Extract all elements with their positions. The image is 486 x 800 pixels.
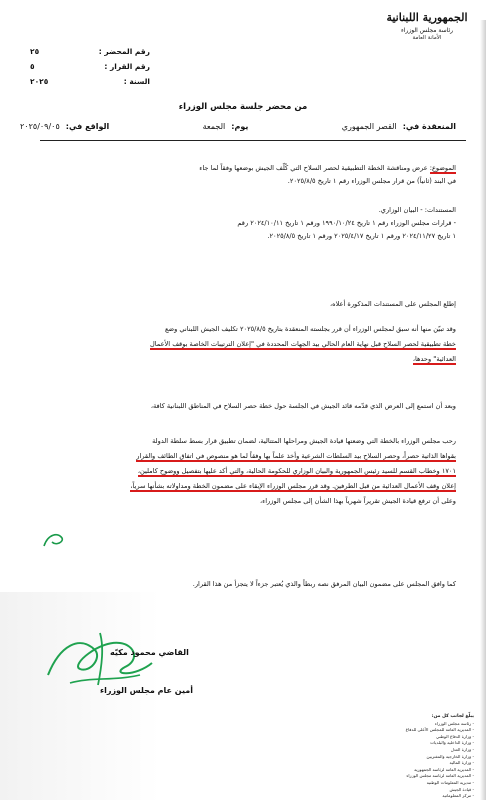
scan-edge bbox=[480, 20, 486, 800]
paragraph-decision bbox=[28, 434, 456, 509]
session-info bbox=[20, 122, 456, 131]
subject-block bbox=[28, 162, 456, 188]
paragraph-findings bbox=[28, 322, 456, 367]
documents-label: المستندات: bbox=[424, 206, 456, 214]
para4-line-2: بقواها الذاتية حصراً، وحصر السلاح بيد السلطات الشرعية وأخذ علماً بها وفقاً لما هو منصوص في اتفاق الطائف والقرار bbox=[136, 452, 456, 460]
subject-label: الموضوع: bbox=[429, 164, 456, 172]
year-value: ٢٠٢٥ bbox=[30, 77, 49, 86]
scan-shadow bbox=[0, 592, 160, 800]
header-rule bbox=[40, 140, 466, 141]
para4-line-5: وعلى أن ترفع قيادة الجيش تقريراً شهرياً بهذا الشأن إلى مجلس الوزراء، bbox=[260, 497, 456, 505]
year-label: السنة : bbox=[123, 77, 150, 86]
distribution-list bbox=[304, 714, 474, 800]
distribution-item: - المديرية العامة للمجلس الأعلى للدفاع bbox=[405, 727, 474, 733]
documents-item-2b: ١ تاريخ ٢٠٢٤/١١/٢٧ ورقم ١ تاريخ ٢٠٢٥/٤/١٧ ورقم ١ تاريخ ٢٠٢٥/٨/٥. bbox=[267, 232, 456, 240]
signature-scribble bbox=[40, 625, 160, 695]
date-value: ٢٠٢٥/٠٩/٠٥ bbox=[20, 122, 60, 131]
distribution-item: - وزارة العدل bbox=[450, 746, 474, 752]
distribution-item: - وزارة المالية bbox=[449, 760, 474, 766]
held-label: المنعقدة في: bbox=[402, 122, 456, 131]
held-value: القصر الجمهوري bbox=[341, 122, 397, 131]
page-title: من محضر جلسة مجلس الوزراء bbox=[178, 102, 308, 112]
subject-line-1: عرض ومناقشة الخطة التطبيقية لحصر السلاح التي كُلّف الجيش بوضعها وفقاً لما جاء bbox=[199, 164, 428, 172]
green-pen-mark bbox=[40, 528, 70, 552]
documents-block bbox=[28, 204, 456, 243]
decision-value: ٥ bbox=[30, 62, 35, 71]
documents-item-1: - البيان الوزاري. bbox=[378, 206, 423, 214]
minute-label: رقم المحضر : bbox=[98, 47, 150, 56]
distribution-item: - المديرية العامة لرئاسة الجمهورية bbox=[414, 766, 474, 772]
letterhead-emblem: الجمهورية اللبنانية bbox=[386, 11, 468, 24]
day-label: يوم: bbox=[231, 122, 249, 131]
documents-item-2: - قرارات مجلس الوزراء رقم ١ تاريخ ١٩٩٠/١٠/٢٤ ورقم ١ تاريخ ٢٠٢٤/١٠/١١ رقم bbox=[237, 219, 456, 227]
para2-line-3: العدائية" وحدها، bbox=[412, 355, 456, 363]
approval-text: كما وافق المجلس على مضمون البيان المرفق نصه ربطاً والذي يُعتبر جزءاً لا يتجزأ من هذا القرار. bbox=[192, 580, 456, 588]
distribution-item: - وزارة الداخلية والبلديات bbox=[430, 740, 474, 746]
distribution-item: - مديرية المعلومات الوطنية bbox=[426, 779, 474, 785]
paragraph-reviewed bbox=[28, 298, 456, 311]
distribution-item: - وزارة الخارجية والمغتربين bbox=[426, 753, 474, 759]
date-label: الواقع في: bbox=[65, 122, 110, 131]
paragraph-approval bbox=[28, 578, 456, 591]
distribution-item: - المديرية العامة لرئاسة مجلس الوزراء bbox=[406, 773, 474, 779]
para2-line-2: خطة تطبيقية لحصر السلاح قبل نهاية العام الحالي بيد الجهات المحددة في "إعلان الترتيبات الخاصة بوقف الأعمال bbox=[149, 340, 456, 348]
distribution-item: - رئاسة مجلس الوزراء bbox=[434, 720, 474, 726]
subject-line-2: في البند (ثانياً) من قرار مجلس الوزراء رقم ١ تاريخ ٢٠٢٥/٨/٥. bbox=[287, 177, 456, 185]
para3-text: وبعد أن استمع إلى العرض الذي قدّمه قائد الجيش في الجلسة حول خطة حصر السلاح في المناطق اللبنانية كافة، bbox=[150, 402, 456, 410]
para4-line-4: إعلان وقف الأعمال العدائية من قبل الطرفين. وقد قرر مجلس الوزراء الإبقاء على مضمون الخطة ومداولاته بشأنها سرياً، bbox=[130, 482, 456, 490]
paragraph-briefing bbox=[28, 400, 456, 413]
minute-meta bbox=[30, 44, 150, 89]
para4-line-1: رحب مجلس الوزراء بالخطة التي وضعتها قيادة الجيش ومراحلها المتتالية، لضمان تطبيق قرار بسط سلطة الدولة bbox=[152, 437, 456, 445]
distribution-item: - وزارة الدفاع الوطني bbox=[435, 733, 474, 739]
letterhead-dept: الأمانة العامة bbox=[412, 35, 442, 41]
day-value: الجمعة bbox=[202, 122, 226, 131]
para4-line-3: ١٧٠١ وخطاب القسم للسيد رئيس الجمهورية والبيان الوزاري للحكومة الحالية، والتي أكد عليها بتفصيل ووضوح كاملين، bbox=[137, 467, 456, 475]
decision-label: رقم القرار : bbox=[104, 62, 150, 71]
para2-line-1: وقد تبيّن منها أنه سبق لمجلس الوزراء أن قرر بجلسته المنعقدة بتاريخ ٢٠٢٥/٨/٥ تكليف الجيش اللبناني وضع bbox=[164, 325, 456, 333]
signatory-name: القاضي محمود مكيّه bbox=[110, 648, 189, 657]
signatory-role: أمين عام مجلس الوزراء bbox=[100, 686, 193, 695]
letterhead-office: رئاسة مجلس الوزراء bbox=[400, 27, 454, 34]
distribution-item: - قيادة الجيش bbox=[449, 786, 474, 792]
letterhead bbox=[382, 12, 472, 42]
para-reviewed-text: إطلع المجلس على المستندات المذكورة أعلاه، bbox=[330, 300, 456, 308]
minute-value: ٢٥ bbox=[30, 47, 40, 56]
distribution-item: - مركز المعلوماتية bbox=[442, 793, 474, 799]
distribution-heading: يبلّغ لجانب كل من: bbox=[431, 714, 474, 719]
